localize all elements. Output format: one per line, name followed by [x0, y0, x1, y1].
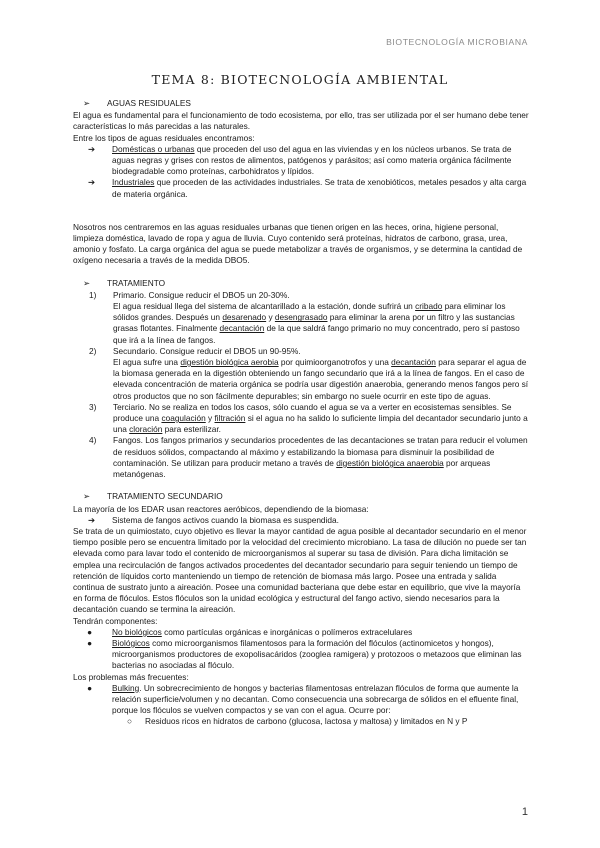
section-heading-tratamiento [73, 278, 529, 289]
list-item-stage: 4) Fangos. Los fangos primarios y secundarios procedentes de las decantaciones se tratan para reducir el volumen de residuos sólidos, compactando al máximo y estabilizando la biomasa para disminuir la posibilidad de contaminación. Se utilizan para producir metano a través de digestión biológica anaerobia por arqueas metanógenas. [89, 435, 528, 480]
list-item-stage: 2) Secundario. Consigue reducir el DBO5 un 90-95%. El agua sufre una digestión biológica aerobia por quimioorganotrofos y una decantación para separar el agua de la biomasa generada en la digestión obteniendo un fango secundario que irá a la línea de fangos. En el caso de elevada concentración de materia orgánica se podría usar digestión anaerobia, generando menos fangos pero sí otros productos que no son fácilmente depurables; sin embargo no suele ocurrir en este tipo de aguas. [89, 345, 529, 401]
paragraph: Tendrán componentes: [73, 615, 158, 626]
paragraph: Los problemas más frecuentes: [73, 671, 189, 682]
list-number: 1) [89, 289, 97, 300]
bullet-dot-icon: ● [87, 637, 93, 648]
section-heading-tratamiento-secundario [73, 491, 529, 502]
bullet-dot-icon: ● [87, 682, 93, 693]
arrow-bullet-icon: ➔ [88, 143, 95, 154]
running-header: BIOTECNOLOGÍA MICROBIANA [386, 37, 528, 47]
paragraph: El agua es fundamental para el funcionamiento de todo ecosistema, por ello, tras ser utilizada por el ser humano debe tener características lo más parecidas a las naturales. [73, 110, 529, 132]
section-heading-text: TRATAMIENTO SECUNDARIO [107, 491, 223, 502]
document-body [73, 98, 529, 728]
arrowhead-bullet-icon: ➢ [83, 277, 90, 288]
list-subitem-cause: ○ Residuos ricos en hidratos de carbono (glucosa, lactosa y maltosa) y limitados en N y P [127, 716, 468, 727]
list-item-stage: 3) Terciario. No se realiza en todos los casos, sólo cuando el agua se va a verter en ecosistemas sensibles. Se produce una coagulación y filtración si el agua no ha salido lo suficiente limpia del decantador secundario junto a una cloración para esterilizar. [89, 401, 528, 435]
section-heading-text: TRATAMIENTO [107, 277, 166, 288]
term: Domésticas o urbanas [112, 143, 195, 154]
paragraph: Se trata de un quimiostato, cuyo objetivo es llevar la mayor cantidad de agua posible al decantador secundario en el menor tiempo posible pero se encuentra limitado por la velocidad del crecimiento microbiano. La tasa de dilución no puede ser tan elevada como para lavar todo el contenido de microorganismos al superar su tasa de división. Para dicha limitación se emplea una recirculación de fangos activados procedentes del decantador secundario para seguir teniendo un tiempo de retención de líquidos corto manteniendo un tiempo de retención de biomasa más largo. Posee una entrada y salida continua de sustrato junto a aireación. Posee una comunidad bacteriana que debe estar en equilibrio, que vive la mayoría en forma de flóculos. Estos flóculos son la unidad ecológica y estructural del fango activo, siendo necesarios para la decantación cuando se termina la aireación. [73, 525, 527, 615]
paragraph: La mayoría de los EDAR usan reactores aeróbicos, dependiendo de la biomasa: [73, 503, 369, 514]
list-item-problem: ● Bulking. Un sobrecrecimiento de hongos y bacterias filamentosas entrelazan flóculos de forma que aumente la relación superficie/volumen y no decantan. Como consecuencia una sobrecarga de sólidos en el efluente final, porque los flóculos se vuelven compactos y se van con el agua. Ocurre por: [87, 682, 519, 716]
section-heading-aguas-residuales [73, 98, 529, 109]
term: Industriales [112, 177, 155, 188]
circle-bullet-icon: ○ [127, 716, 133, 727]
arrow-bullet-icon: ➔ [88, 177, 95, 188]
arrow-bullet-icon: ➔ [88, 514, 95, 525]
list-item-type: ➔ Domésticas o urbanas que proceden del uso del agua en las viviendas y en los núcleos urbanos. Se trata de aguas negras y grises con restos de alimentos, patógenos y parásitos; así como materia orgánica fácilmente biodegradable como proteínas, carbohidratos y lípidos. [88, 143, 512, 177]
bullet-dot-icon: ● [87, 626, 93, 637]
list-item-component: ● Biológicos como microorganismos filamentosos para la formación del flóculos (actinomicetos y hongos), microorganismos productores de exopolisacáridos (zooglea ramigera) y protozoos o metazoos que eliminan las bacterias no asociadas al flóculo. [87, 637, 522, 671]
list-number: 3) [89, 401, 97, 412]
arrowhead-bullet-icon: ➢ [83, 98, 90, 108]
paragraph: Entre los tipos de aguas residuales encontramos: [73, 132, 255, 143]
section-heading-text: AGUAS RESIDUALES [107, 98, 191, 108]
list-item-system: ➔ Sistema de fangos activos cuando la biomasa es suspendida. [88, 514, 339, 525]
list-number: 2) [89, 345, 97, 356]
stage-title: Secundario. Consigue reducir el DBO5 un 90-95%. [113, 345, 301, 356]
list-item-stage: 1) Primario. Consigue reducir el DBO5 un 20-30%. El agua residual llega del sistema de alcantarillado a la estación, donde sufrirá un cribado para eliminar los sólidos grandes. Después un desarenado y desengrasado para eliminar la arena por un filtro y las sustancias grasas flotantes. Finalmente decantación de la que saldrá fango primario no muy concentrado, pero sí pastoso que irá a la línea de fangos. [89, 289, 520, 345]
stage-title: Primario. Consigue reducir el DBO5 un 20-30%. [113, 289, 290, 300]
list-item-type: ➔ Industriales que proceden de las actividades industriales. Se trata de xenobióticos, metales pesados y alta carga de materia orgánica. [88, 177, 527, 199]
arrowhead-bullet-icon: ➢ [83, 491, 90, 502]
list-number: 4) [89, 435, 97, 446]
page-title: TEMA 8: BIOTECNOLOGÍA AMBIENTAL [151, 72, 449, 87]
list-item-component: ● No biológicos como partículas orgánicas e inorgánicas o polímeros extracelulares [87, 626, 413, 637]
paragraph: Nosotros nos centraremos en las aguas residuales urbanas que tienen origen en las heces, orina, higiene personal, limpieza doméstica, lavado de ropa y agua de lluvia. Cuyo contenido será proteínas, hidratos de carbono, grasa, urea, amonio y fosfato. La carga orgánica del agua se puede metabolizar a través de organismos, y se determina la cantidad de oxígeno necesaria a través de la medida DBO5. [73, 221, 523, 266]
page-number: 1 [521, 805, 528, 818]
